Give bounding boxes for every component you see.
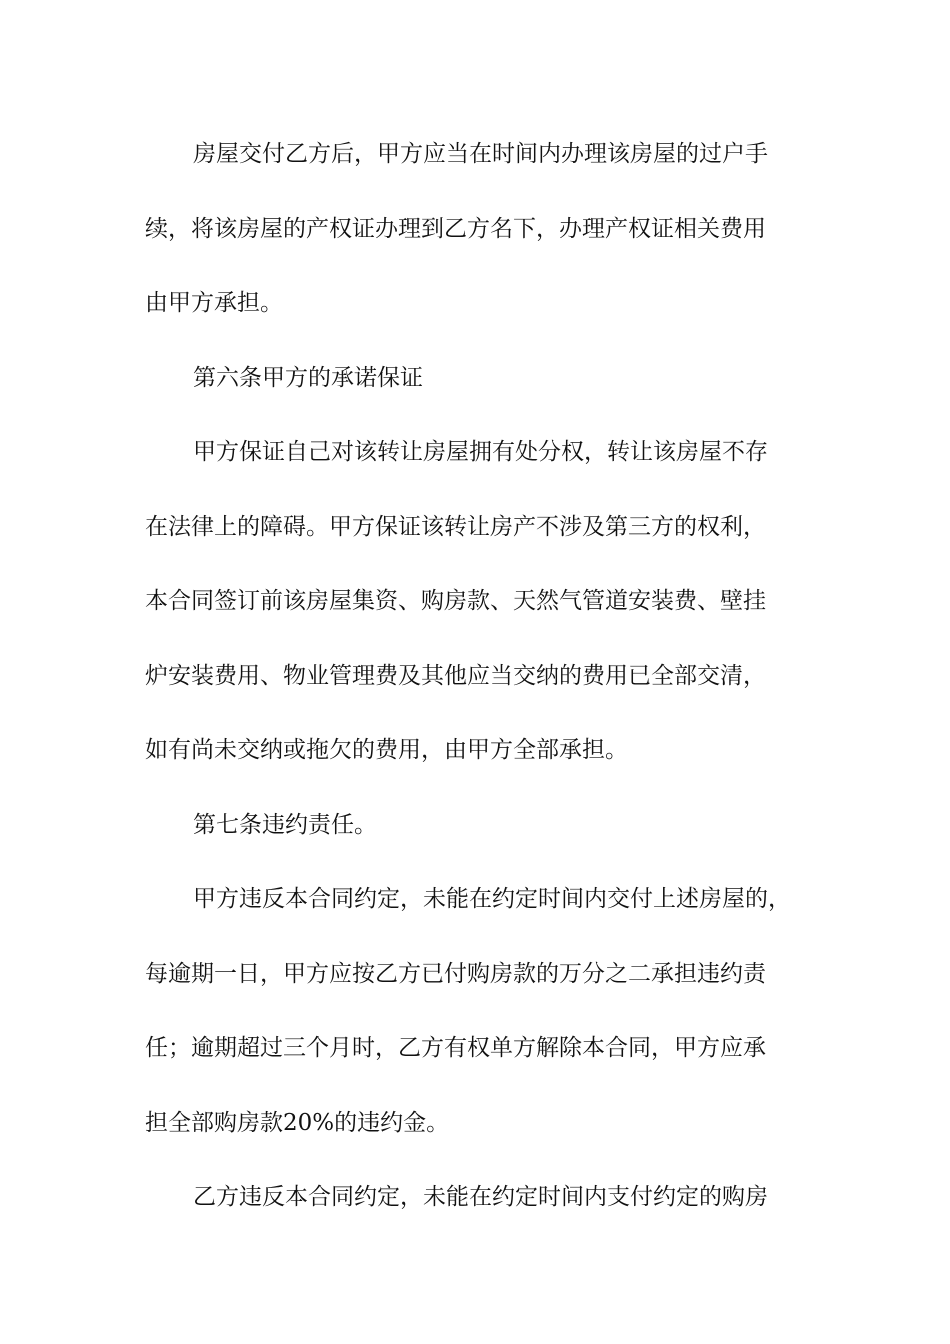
paragraph-line: 每逾期一日，甲方应按乙方已付购房款的万分之二承担违约责 xyxy=(145,960,766,987)
paragraph-line: 任；逾期超过三个月时，乙方有权单方解除本合同，甲方应承 xyxy=(145,1035,766,1061)
paragraph-line: 担全部购房款20%的违约金。 xyxy=(145,1109,450,1136)
paragraph-line: 房屋交付乙方后，甲方应当在时间内办理该房屋的过户手 xyxy=(193,141,768,167)
paragraph-line: 甲方违反本合同约定，未能在约定时间内交付上述房屋的， xyxy=(193,886,791,912)
paragraph-line: 续，将该房屋的产权证办理到乙方名下，办理产权证相关费用 xyxy=(145,215,766,242)
section-heading: 第六条甲方的承诺保证 xyxy=(193,364,423,391)
section-heading: 第七条违约责任。 xyxy=(193,811,377,838)
paragraph-line: 在法律上的障碍。甲方保证该转让房产不涉及第三方的权利， xyxy=(145,513,766,540)
document-body xyxy=(145,117,835,1235)
paragraph-line: 如有尚未交纳或拖欠的费用，由甲方全部承担。 xyxy=(145,737,628,763)
paragraph-line: 由甲方承担。 xyxy=(145,290,283,316)
paragraph-line: 乙方违反本合同约定，未能在约定时间内支付约定的购房 xyxy=(193,1184,768,1210)
paragraph-line: 炉安装费用、物业管理费及其他应当交纳的费用已全部交清， xyxy=(145,662,766,689)
paragraph-line: 本合同签订前该房屋集资、购房款、天然气管道安装费、壁挂 xyxy=(145,588,766,614)
paragraph-line: 甲方保证自己对该转让房屋拥有处分权，转让该房屋不存 xyxy=(193,439,768,465)
